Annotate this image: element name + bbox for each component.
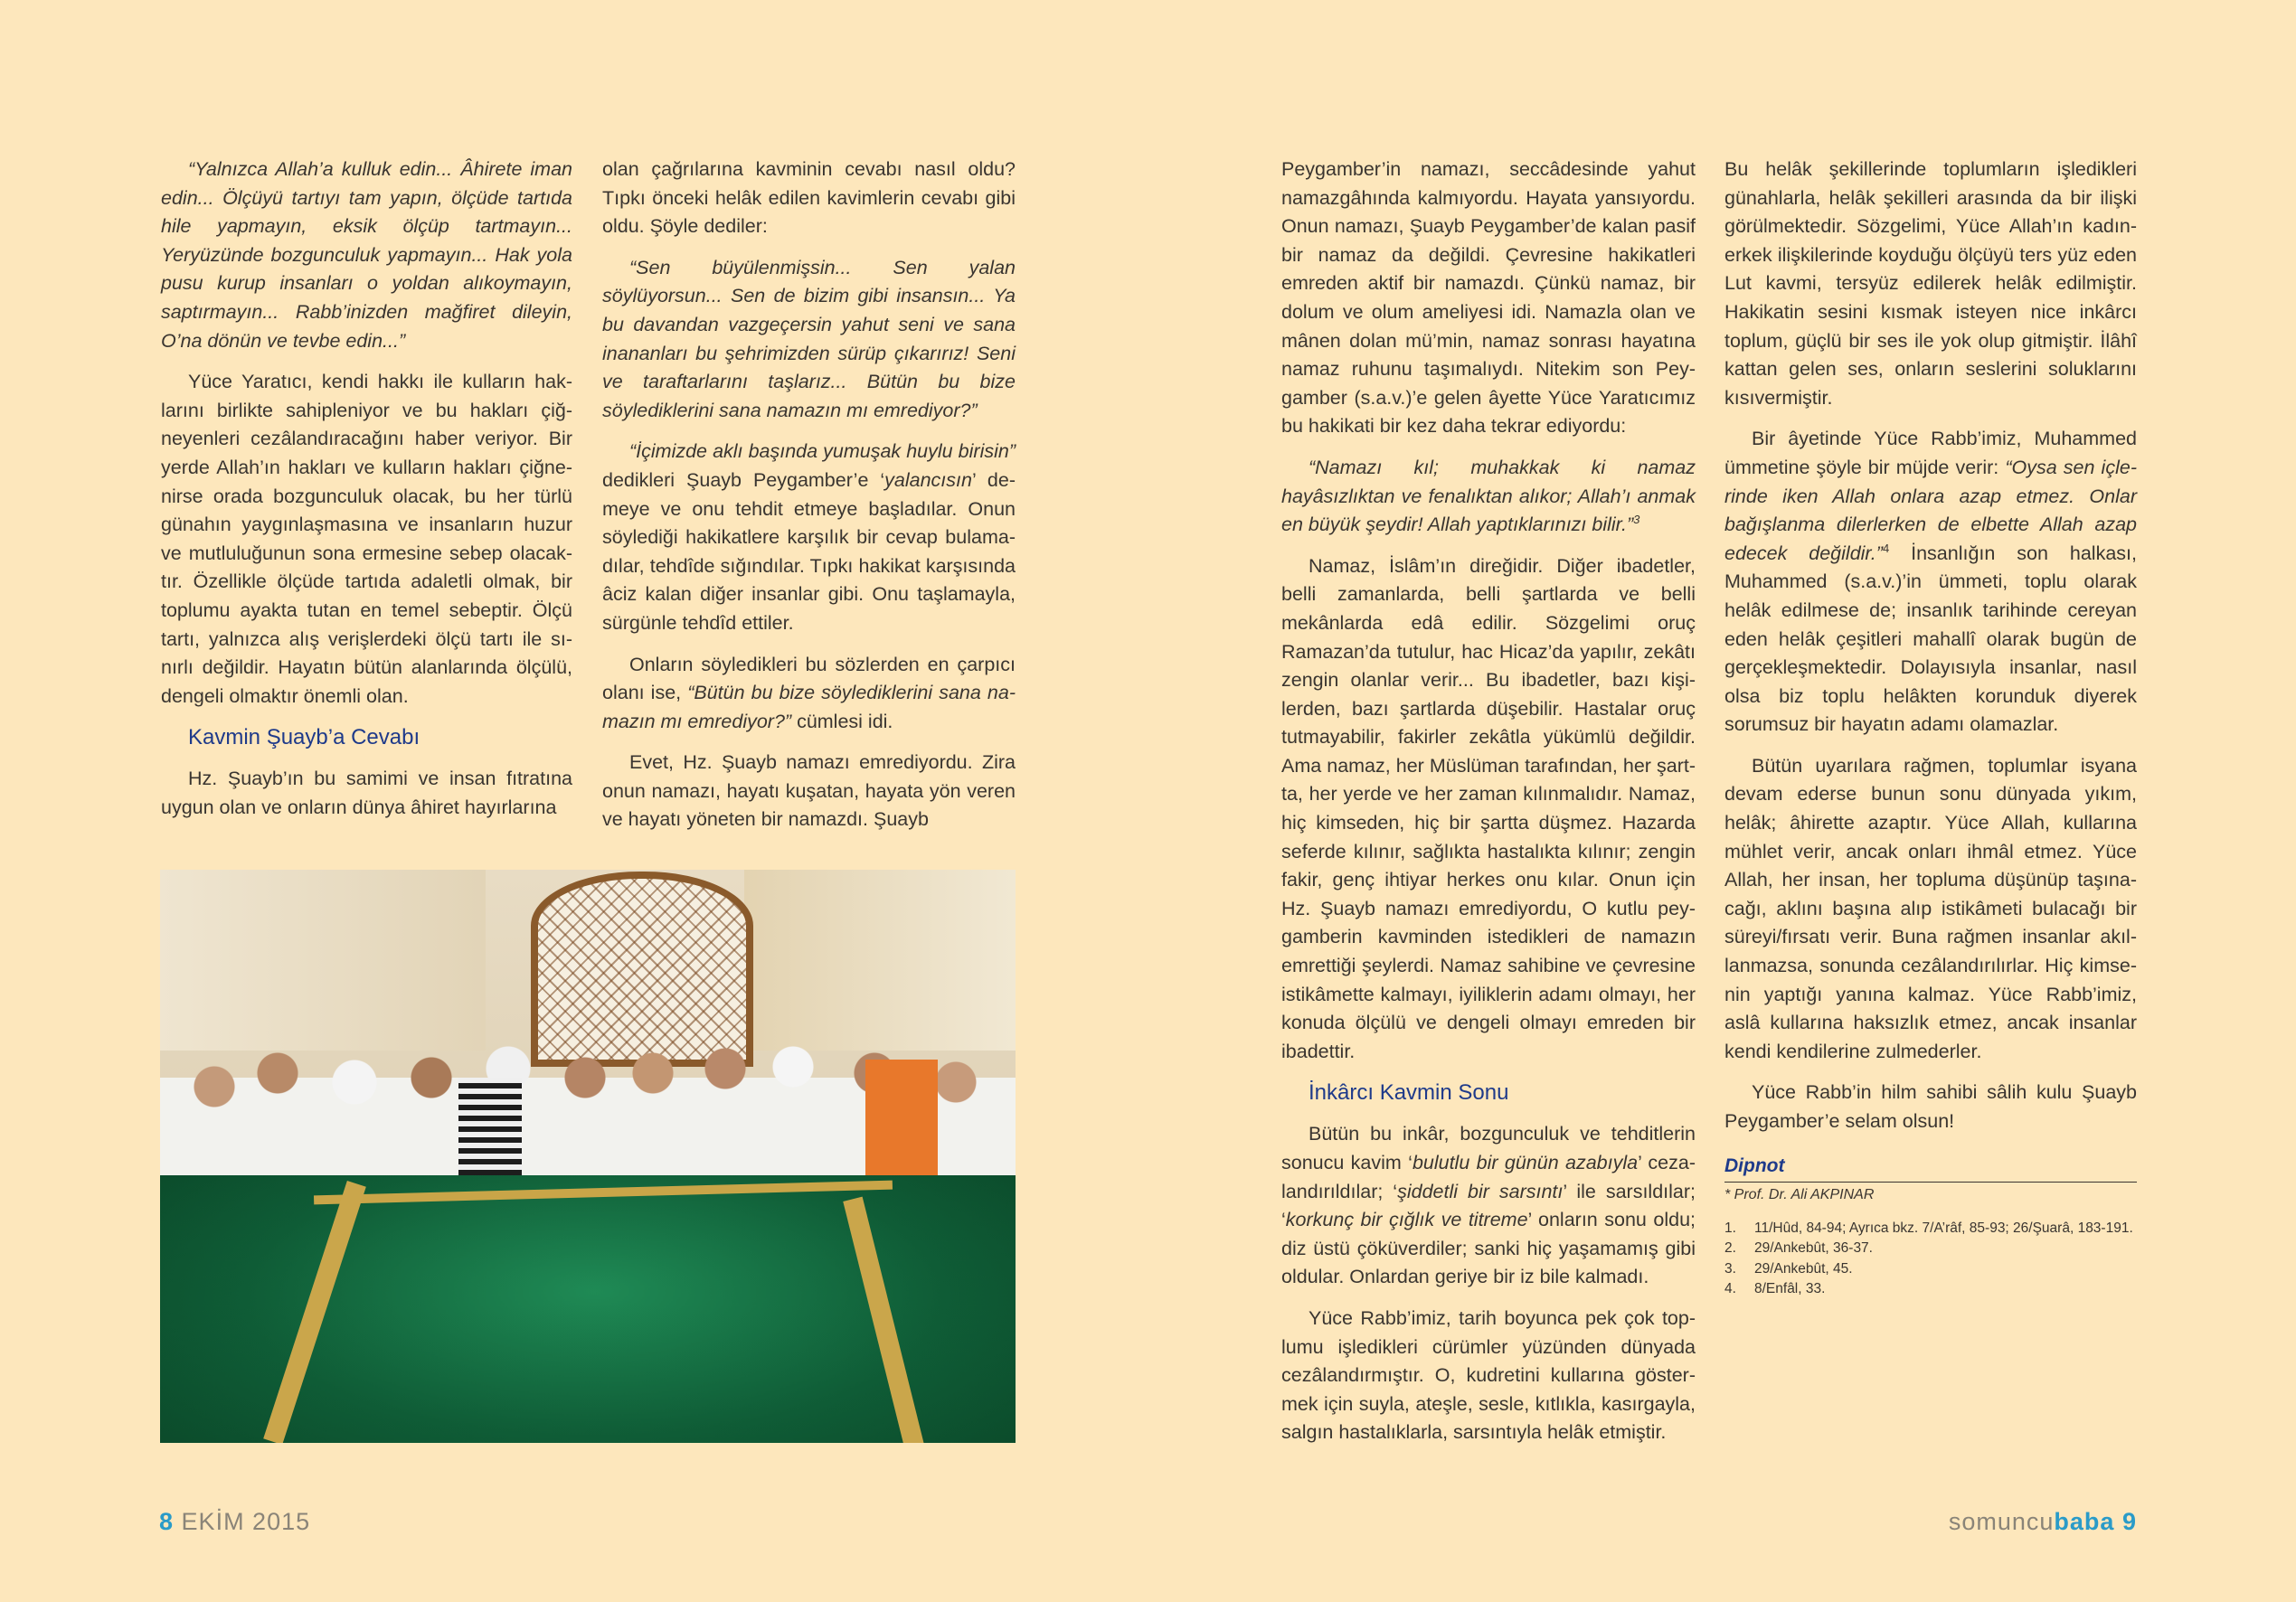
footnote-item [1724,1279,2137,1300]
left-column-2 [602,155,1016,847]
left-column-1 [161,155,572,834]
paragraph: Namaz, İslâm’ın direğidir. Diğer ibadetler, belli zamanlarda, belli şartlarda ve belli mekânlarda edâ edilir. Sözgelimi oruç Ramazan’da tutulur, hac Hicaz’da yapılır, zekâtı zengin olanlar verir... Bu ibadetler, bazı kişilerden, bazı şartlarda düşebilir. Hastalar oruç tutmayabilir, fakirler zekâtla yükümlü değildir. Ama namaz, her Müslüman tarafından, her şartta, her yerde ve her zaman kılınmalıdır. Namaz, hiç kimseden, hiç bir şartta düşmez. Hazarda seferde kılınır, sağlıkta hastalıkta kılınır; zengin fakir, genç ihtiyar herkes onu kılar. Onun için Hz. Şuayb namazı emrediyordu, O kutlu peygamberin kavminden istedikleri de namazın emrettiği şeylerdi. Namaz sahibine ve çevresine istikâmette kalmayı, iyiliklerin adamı olmayı, her konuda ölçülü ve dengeli olmayı emreden bir ibadettir. [1281,554,1696,1062]
footnote-number: 2. [1724,1240,1736,1257]
footnote-text: 29/Ankebût, 45. [1754,1260,1853,1277]
italic-run: “Oysa sen içlerinde iken Allah onlara azap etmez. Onlar bağışlanma dilerlerken de elbette Allah azap edecek değildir.” [1724,456,2137,564]
paragraph: Bütün uyarılara rağmen, toplumlar isyana devam ederse bunun sonu dünyada yıkım, helâk; âhirette azaptır. Yüce Allah, kullarına mühlet verir, ancak onları ihmâl etmez. Yüce Allah, her insan, her topluma düşünüp taşınacağı, aklını başına alıp istikâmeti bulacağı bir süreyi/fırsatı verir. Buna rağmen insanlar akıllanmazsa, sonunda cezâlandırılırlar. Hiç kimsenin yaptığı yanına kalmaz. Yüce Rabb’imiz, aslâ kullarına haksızlık etmez, ancak insanlar kendi kendilerine zulmederler. [1724,754,2137,1062]
italic-run: yalancısın [884,468,972,491]
quote-block: “Sen büyülenmişsin... Sen yalan söylüyorsun... Sen de bizim gibi insansın... Ya bu davandan vazgeçersin yahut seni ve sana inananları bu şehrimizden sürüp çıkarırız! Seni ve taraftarlarını taşlarız... Bütün bu bize söylediklerini sana namazın mı emrediyor?” [602,256,1016,421]
paragraph [1281,1120,1696,1292]
footnote-ref: 4 [1882,541,1890,555]
footnote-text: 8/Enfâl, 33. [1754,1281,1826,1297]
magazine-name-part: baba [2054,1508,2115,1535]
text-run: ’ cezalandırıldılar; ‘ [1281,1152,1696,1202]
footnote-number: 3. [1724,1260,1736,1277]
paragraph: olan çağrılarına kavminin cevabı nasıl oldu? Tıpkı önceki helâk edilen kavimlerin cevabı gibi oldu. Şöyle dediler: [602,158,1016,238]
section-heading: İnkârcı Kavmin Sonu [1309,1080,1509,1106]
footnote-number: 4. [1724,1281,1736,1297]
magazine-name-part: somuncu [1948,1508,2055,1535]
footnote-text: 29/Ankebût, 36-37. [1754,1240,1873,1257]
text-run: ’ ile sarsıldılar; ‘ [1281,1180,1696,1231]
paragraph: Yüce Yaratıcı, kendi hakkı ile kulların haklarını birlikte sahipleniyor ve bu hakları çiğneyenleri cezâlandıracağını haber veriyor. Bir yerde Allah’ın hakları ve kulların hakları çiğnenirse orada bozgunculuk olacak, bu her türlü günahın yaygınlaşmasına ve insanların huzur ve mutluluğunun sona ermesine sebep olacaktır. Özellikle ölçüde tartıda adaletli olmak, bir toplumu ayakta tutan en temel sebeptir. Ölçü tartı, yalnızca alış verişlerdeki ölçü tartı ile sınırlı değildir. Hayatın bütün alanlarında ölçülü, dengeli olmaktır önemli olan. [161,371,572,707]
inline-quote: “İçimizde aklı başında yumuşak huylu birisin” [629,440,1016,463]
footnote-item [1724,1219,2137,1239]
text-run: ’ onların sonu oldu; diz üstü çöküverdiler; sanki hiç yaşamamış gibi oldular. Onlardan geriye bir iz bile kalmadı. [1281,1209,1696,1288]
italic-run: bulutlu bir günün azabıyla [1412,1152,1639,1173]
magazine-name [1949,1508,2115,1535]
paragraph [602,651,1016,737]
paragraph: Yüce Rabb’in hilm sahibi sâlih kulu Şuayb Peygamber’e selam olsun! [1724,1081,2137,1132]
text-run: ’ demeye ve onu tehdit etmeye başladılar. Onun söylediği hakikatlere karşılık bir cevap bulamadılar, tehdîde sığındılar. Tıpkı hakikat karşısında âciz kalan diğer insanlar gibi. Onu taşlamayla, sürgünle tehdîd ettiler. [602,468,1016,634]
section-heading: Kavmin Şuayb’a Cevabı [188,725,420,750]
orange-shirt [865,1060,938,1186]
issue-date: EKİM 2015 [181,1508,311,1535]
italic-run: şiddetli bir sarsıntı [1397,1180,1564,1202]
italic-run: korkunç bir çığlık ve titreme [1285,1209,1528,1231]
paragraph: Peygamber’in namazı, seccâdesinde yahut namazgâhında kalmıyordu. Hayata yansıyordu. Onun namazı, Şuayb Peygamber’de kalan pasif bir namaz da değildi. Çevresine hakikatleri emreden aktif bir namazdı. Çünkü namaz, bir dolum ve olum ameliyesi idi. Namazla olan ve mânen dolan mü’min, namaz sonrası hayatına namaz ruhunu taşımalıydı. Nitekim son Peygamber (s.a.v.)’e gelen âyette Yüce Yaratıcımız bu hakikati bir kez daha tekrar ediyordu: [1281,158,1696,438]
tomb-photo [160,870,1016,1443]
text-run: dedikleri Şuayb Peygamber’e ‘ [602,468,885,491]
text-run: Onların söyledikleri bu sözlerden en çarpıcı olanı ise, [602,653,1016,704]
opening-quote: “Yalnızca Allah’a kulluk edin... Âhirete iman edin... Ölçüyü tartıyı tam yapın, ölçüde tartıda hile yapmayın, eksik ölçüp tartmayın... Yeryüzünde bozgunculuk yapmayın... Hak yola pusu kurup insanları o yoldan alıkoymayın, saptırmayın... Rabb’inizden mağfiret dileyin, O’na dönün ve tevbe edin...” [161,158,572,352]
right-column-2 [1724,155,2137,1300]
text-run: Bütün bu inkâr, bozgunculuk ve tehditlerin sonucu kavim ‘ [1281,1123,1696,1173]
italic-run: “Bütün bu bize söylediklerini sana namazın mı emrediyor?” [602,682,1016,732]
text-run: Bir âyetinde Yüce Rabb’imiz, Muhammed ümmetine şöyle bir müjde verir: [1724,428,2137,478]
footnote-text: 11/Hûd, 84-94; Ayrıca bkz. 7/A’râf, 85-93; 26/Şuarâ, 183-191. [1754,1220,2133,1236]
paragraph: Yüce Rabb’imiz, tarih boyunca pek çok toplumu işledikleri cürümler yüzünden dünyada cezâlandırmıştır. O, kudretini kullarına göstermek için suyla, ateşle, sesle, kıtlıkla, kasırgayla, salgın hastalıklarla, sarsıntıyla helâk etmiştir. [1281,1306,1696,1444]
text-run: cümlesi idi. [791,710,893,732]
right-folio [1949,1508,2137,1536]
striped-shirt [458,1078,522,1186]
paragraph: Hz. Şuayb’ın bu samimi ve insan fıtratına uygun olan ve onların dünya âhiret hayırlarına [161,768,572,818]
right-column-1 [1281,155,1696,1460]
author-credit: * Prof. Dr. Ali AKPINAR [1724,1186,1875,1202]
paragraph [1724,425,2137,740]
footnotes-title: Dipnot [1724,1153,2137,1183]
page-number: 9 [2121,1508,2137,1535]
footnote-number: 1. [1724,1220,1736,1236]
footnote-item [1724,1239,2137,1259]
paragraph: Evet, Hz. Şuayb namazı emrediyordu. Zira onun namazı, hayatı kuşatan, hayata yön veren ve hayatı yöneten bir namazdı. Şuayb [602,751,1016,831]
text-run: İnsanlığın son halkası, Muhammed (s.a.v.)’in ümmeti, toplu olarak helâk edilmese de; insanlık tarihinde cereyan eden helâk çeşitleri mahallî olarak bugün de gerçekleşmektedir. Dolayısıyla insanlar, nasıl olsa biz toplu helâkten korunduk diyerek sorumsuz bir hayatın adamı olamazlar. [1724,542,2137,736]
footnotes-section [1724,1153,2137,1300]
left-folio [159,1508,310,1536]
footnote-item [1724,1259,2137,1280]
quote-text: “Namazı kıl; muhakkak ki namaz hayâsızlıktan ve fenalıktan alıkor; Allah’ı anmak en büyük şeydir! Allah yaptıklarınızı bilir.” [1281,456,1696,536]
paragraph: Bu helâk şekillerinde toplumların işledikleri günahlarla, helâk şekilleri arasında da bir ilişki görülmektedir. Sözgelimi, Yüce Allah’ın kadınerkek ilişkilerinde koyduğu ölçüyü ters yüz eden Lut kavmi, tersyüz edilerek helâk edilmiştir. Hakikatin sesini kısmak isteyen nice inkârcı toplum, güçlü bir ses ile yok olup gitmiştir. İlâhî kattan gelen ses, onların seslerini soluklarını kısıvermiştir. [1724,158,2137,409]
footnote-ref: 3 [1633,512,1640,526]
quote-block [1281,454,1696,540]
paragraph [602,438,1016,637]
page-number: 8 [159,1508,175,1535]
